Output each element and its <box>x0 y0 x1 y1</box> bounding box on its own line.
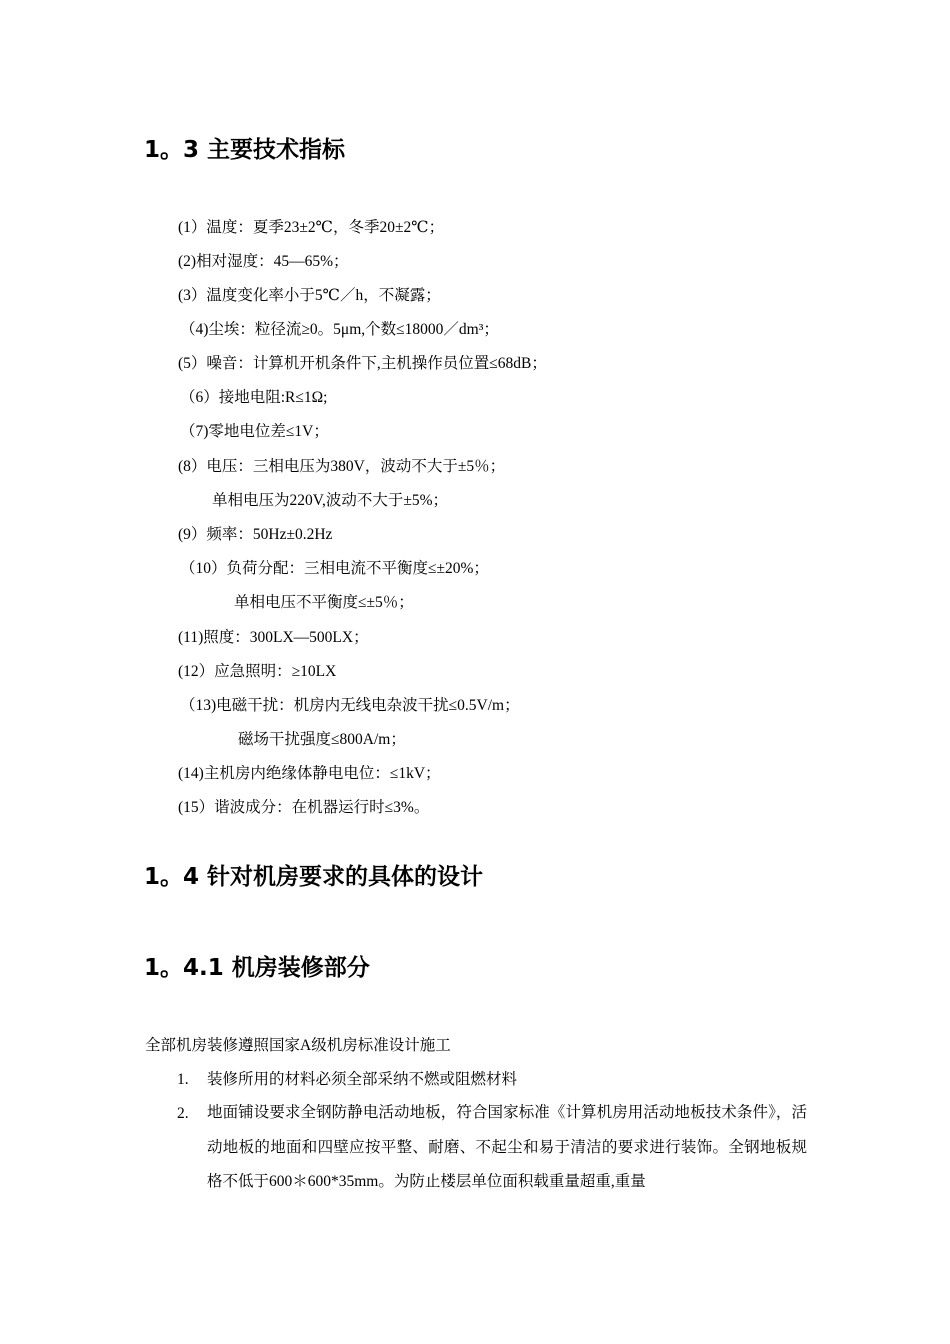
spec-item-6: （6）接地电阻:R≤1Ω; <box>180 389 328 406</box>
list-item-2: 地面铺设要求全钢防静电活动地板，符合国家标准《计算机房用活动地板技术条件》，活动地板的地面和四壁应按平整、耐磨、不起尘和易于清洁的要求进行装饰。全钢地板规格不低于600＊600*35mm。为防止楼层单位面积载重量超重,重量 <box>207 1104 807 1190</box>
spec-item-4: （4)尘埃：粒径流≥0。5μm,个数≤18000／dm³； <box>180 321 499 338</box>
spec-item-15: (15）谐波成分：在机器运行时≤3%。 <box>178 799 430 816</box>
spec-item-1: (1）温度：夏季23±2℃，冬季20±2℃； <box>178 219 445 236</box>
spec-item-9: (9）频率：50Hz±0.2Hz <box>178 526 333 543</box>
heading-1-3: 1。3 主要技术指标 <box>144 137 346 163</box>
spec-item-11: (11)照度：300LX—500LX； <box>178 629 369 646</box>
list-number-1: 1. <box>177 1071 189 1088</box>
spec-item-2: (2)相对湿度：45—65%； <box>178 253 349 270</box>
list-number-2: 2. <box>177 1105 189 1122</box>
spec-item-14: (14)主机房内绝缘体静电电位：≤1kV； <box>178 765 441 782</box>
spec-item-5: (5）噪音：计算机开机条件下,主机操作员位置≤68dB； <box>178 355 547 372</box>
spec-item-13: （13)电磁干扰：机房内无线电杂波干扰≤0.5V/m； <box>180 697 520 714</box>
spec-item-8: (8）电压：三相电压为380V，波动不大于±5％； <box>178 458 506 475</box>
heading-1-4: 1。4 针对机房要求的具体的设计 <box>144 864 484 890</box>
spec-item-10-cont: 单相电压不平衡度≤±5％； <box>234 594 414 611</box>
spec-item-10: （10）负荷分配：三相电流不平衡度≤±20%； <box>180 560 489 577</box>
intro-paragraph: 全部机房装修遵照国家A级机房标准设计施工 <box>145 1037 451 1054</box>
spec-item-3: (3）温度变化率小于5℃／h，不凝露； <box>178 287 441 304</box>
spec-item-13-cont: 磁场干扰强度≤800A/m； <box>238 731 406 748</box>
spec-item-7: （7)零地电位差≤1V； <box>180 423 329 440</box>
heading-1-4-1: 1。4.1 机房装修部分 <box>144 955 370 981</box>
list-item-1: 装修所用的材料必须全部采纳不燃或阻燃材料 <box>207 1071 518 1088</box>
spec-item-8-cont: 单相电压为220V,波动不大于±5%； <box>212 492 448 509</box>
spec-item-12: (12）应急照明：≥10LX <box>178 663 337 680</box>
